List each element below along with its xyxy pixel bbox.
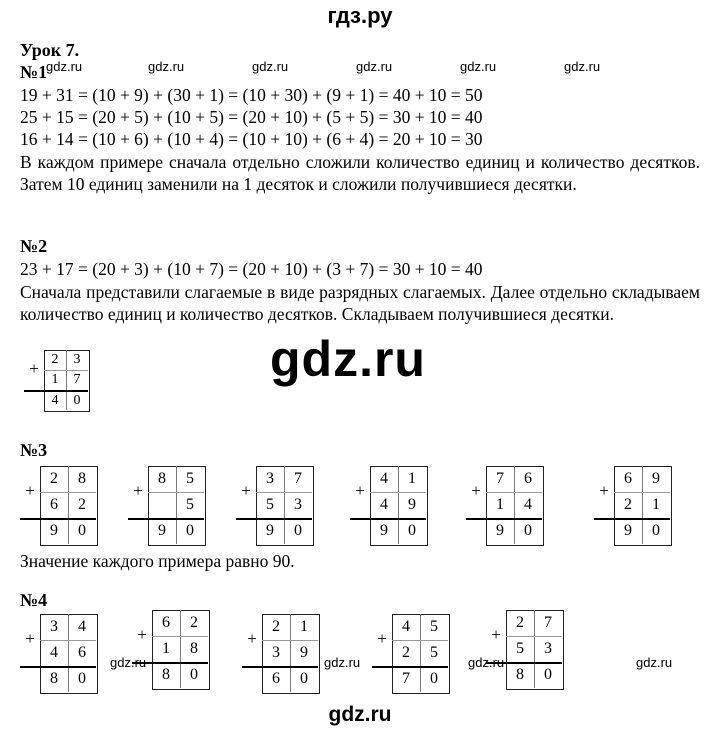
digit: 1 [408,470,416,487]
watermark: gdz.ru [468,655,505,670]
digit: 3 [294,496,302,513]
plus-sign: + [133,481,143,500]
task1-line-1: 19 + 31 = (10 + 9) + (30 + 1) = (10 + 30) + (9 + 1) = 40 + 10 = 50 [20,85,483,105]
task4-column-addition-2 [132,610,226,690]
digit: 2 [190,614,198,631]
digit: 4 [380,496,388,513]
watermark: gdz.ru [356,59,393,74]
watermark: gdz.ru [148,59,185,74]
task3-conclusion: Значение каждого примера равно 90. [20,551,295,571]
digit: 2 [272,618,280,635]
digit: 9 [408,496,416,513]
digit: 7 [544,614,552,631]
site-title-top: гдз.ру [327,3,393,28]
task3-column-addition-4 [350,466,444,546]
digit: 1 [51,372,59,387]
task2-column-addition [24,350,96,412]
plus-sign: + [241,481,251,500]
digit: 5 [516,640,524,657]
digit: 9 [266,522,274,539]
task3-column-addition-6 [594,466,688,546]
digit: 5 [430,644,438,661]
plus-sign: + [25,629,35,648]
task3-column-addition-5 [466,466,560,546]
watermark: gdz.ru [252,59,289,74]
digit: 2 [624,496,632,513]
digit: 2 [78,496,86,513]
task2-header: №2 [20,236,48,256]
watermark: gdz.ru [46,59,83,74]
digit: 4 [50,644,58,661]
plus-sign: + [377,629,387,648]
digit: 8 [158,470,166,487]
task1-explanation: В каждом примере сначала отдельно сложили количество единиц и количество десятков. Затем 10 единиц заменили на 1 десяток и сложили получившиеся десятки. [20,152,700,194]
plus-sign: + [491,625,501,644]
digit: 2 [516,614,524,631]
digit: 8 [50,670,58,687]
digit: 2 [51,352,59,367]
digit: 0 [652,522,660,539]
digit: 1 [652,496,660,513]
digit: 0 [78,670,86,687]
digit: 0 [524,522,532,539]
plus-sign: + [599,481,609,500]
task4-header: №4 [20,590,48,610]
digit: 4 [51,393,59,408]
digit: 1 [300,618,308,635]
digit: 2 [50,470,58,487]
task1-header: №1 [20,62,48,82]
task3-column-addition-2 [128,466,222,546]
watermark: gdz.ru [636,655,673,670]
digit: 9 [300,644,308,661]
digit: 7 [294,470,302,487]
digit: 3 [73,352,81,367]
digit: 4 [78,618,86,635]
task4-column-addition-1 [20,614,114,694]
digit: 3 [544,640,552,657]
digit: 9 [496,522,504,539]
digit: 6 [624,470,632,487]
digit: 6 [524,470,532,487]
digit: 6 [50,496,58,513]
digit: 8 [162,666,170,683]
digit: 1 [496,496,504,513]
digit: 8 [78,470,86,487]
watermark: gdz.ru [460,59,497,74]
digit: 0 [544,666,552,683]
digit: 8 [190,640,198,657]
digit: 3 [266,470,274,487]
digit: 0 [430,670,438,687]
digit: 8 [516,666,524,683]
digit: 0 [408,522,416,539]
digit: 0 [186,522,194,539]
task3-header: №3 [20,440,48,460]
digit: 0 [73,393,81,408]
digit: 6 [272,670,280,687]
digit: 0 [294,522,302,539]
digit: 0 [190,666,198,683]
task1-line-3: 16 + 14 = (10 + 6) + (10 + 4) = (10 + 10) + (6 + 4) = 20 + 10 = 30 [20,129,483,149]
task4-column-addition-5 [486,610,580,690]
digit: 9 [624,522,632,539]
digit: 6 [162,614,170,631]
digit: 7 [402,670,410,687]
watermark: gdz.ru [324,655,361,670]
task2-line: 23 + 17 = (20 + 3) + (10 + 7) = (20 + 10) + (3 + 7) = 30 + 10 = 40 [20,259,483,279]
digit: 7 [73,372,81,387]
watermark-large: gdz.ru [270,331,426,387]
digit: 9 [50,522,58,539]
digit: 7 [496,470,504,487]
plus-sign: + [471,481,481,500]
digit: 6 [78,644,86,661]
digit: 1 [162,640,170,657]
plus-sign: + [137,625,147,644]
digit: 2 [402,644,410,661]
digit: 5 [186,470,194,487]
digit: 0 [78,522,86,539]
watermark: gdz.ru [564,59,601,74]
watermark: gdz.ru [110,655,147,670]
task2-explanation: Сначала представили слагаемые в виде разрядных слагаемых. Далее отдельно складываем количество единиц и количество десятков. Складываем получившиеся десятки. [20,282,700,324]
digit: 9 [380,522,388,539]
digit: 4 [402,618,410,635]
digit: 9 [652,470,660,487]
plus-sign: + [25,481,35,500]
digit: 3 [50,618,58,635]
lesson-title: Урок 7. [20,40,80,60]
task3-column-addition-1 [20,466,114,546]
site-title-bottom: gdz.ru [328,703,392,726]
digit: 9 [158,522,166,539]
digit: 5 [430,618,438,635]
task4-column-addition-4 [372,614,466,694]
task1-line-2: 25 + 15 = (20 + 5) + (10 + 5) = (20 + 10) + (5 + 5) = 30 + 10 = 40 [20,107,483,127]
digit: 4 [380,470,388,487]
task4-column-addition-3 [242,614,336,694]
task3-column-addition-3 [236,466,330,546]
plus-sign: + [29,359,39,378]
plus-sign: + [247,629,257,648]
digit: 4 [524,496,532,513]
digit: 5 [186,496,194,513]
digit: 5 [266,496,274,513]
plus-sign: + [355,481,365,500]
digit: 0 [300,670,308,687]
digit: 3 [272,644,280,661]
